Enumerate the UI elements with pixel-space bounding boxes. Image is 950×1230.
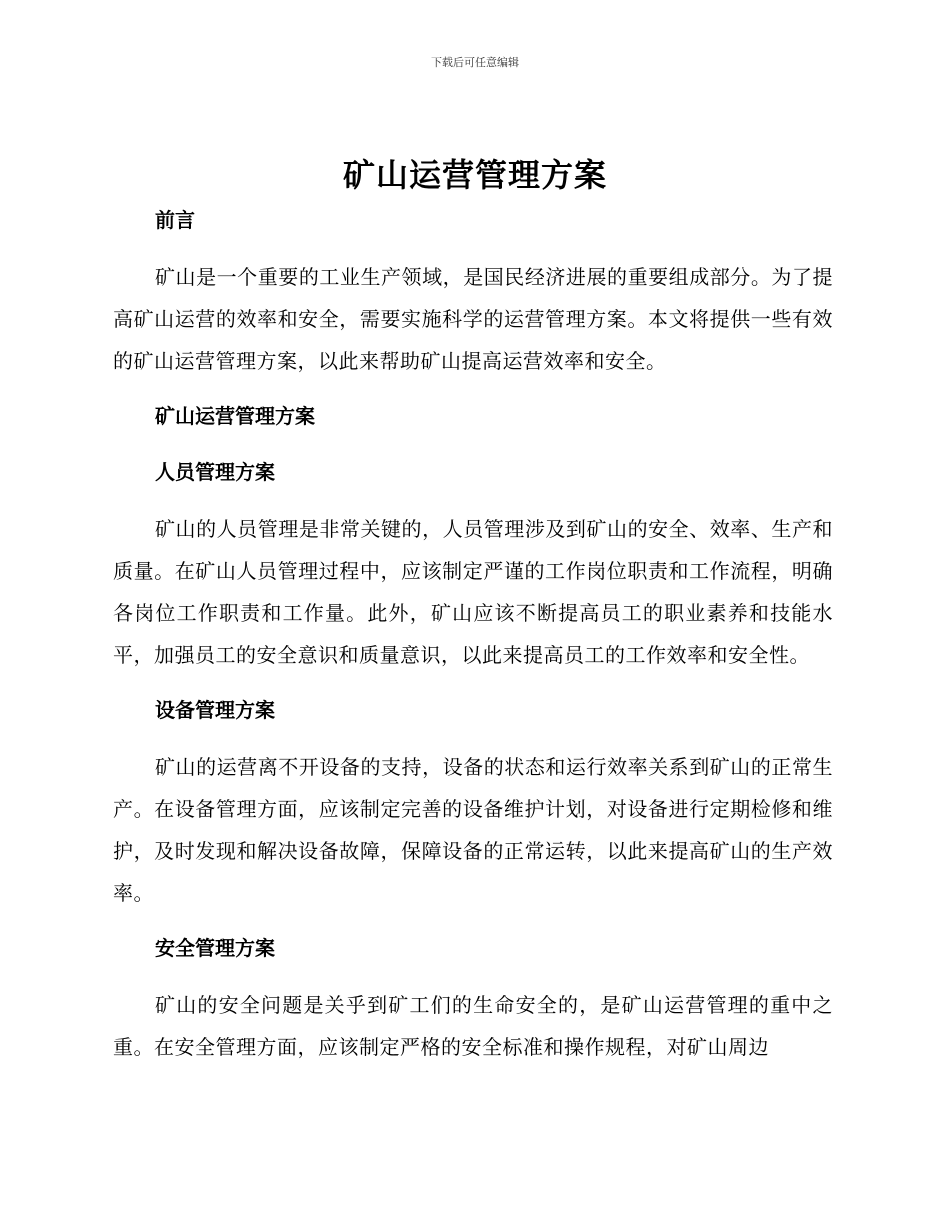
section-paragraph-equipment: 矿山的运营离不开设备的支持，设备的状态和运行效率关系到矿山的正常生产。在设备管理方面，应该制定完善的设备维护计划，对设备进行定期检修和维护，及时发现和解决设备故障，保障设备的正常运转，以此来提高矿山的生产效率。 [113, 755, 833, 905]
section-paragraph-preface: 矿山是一个重要的工业生产领域，是国民经济进展的重要组成部分。为了提高矿山运营的效率和安全，需要实施科学的运营管理方案。本文将提供一些有效的矿山运营管理方案，以此来帮助矿山提高运营效率和安全。 [113, 265, 833, 373]
document-body [113, 200, 833, 1082]
header-note: 下载后可任意编辑 [431, 56, 519, 69]
section-paragraph-personnel: 矿山的人员管理是非常关键的，人员管理涉及到矿山的安全、效率、生产和质量。在矿山人员管理过程中，应该制定严谨的工作岗位职责和工作流程，明确各岗位工作职责和工作量。此外，矿山应该不断提高员工的职业素养和技能水平，加强员工的安全意识和质量意识，以此来提高员工的工作效率和安全性。 [113, 517, 833, 667]
section-heading-safety: 安全管理方案 [155, 936, 275, 960]
section-paragraph-safety: 矿山的安全问题是关乎到矿工们的生命安全的，是矿山运营管理的重中之重。在安全管理方面，应该制定严格的安全标准和操作规程，对矿山周边 [113, 993, 833, 1059]
document-title: 矿山运营管理方案 [342, 156, 607, 194]
section-heading-personnel: 人员管理方案 [155, 460, 275, 484]
section-heading-preface: 前言 [155, 208, 195, 232]
section-heading-plan: 矿山运营管理方案 [155, 404, 315, 428]
section-heading-equipment: 设备管理方案 [155, 698, 275, 722]
